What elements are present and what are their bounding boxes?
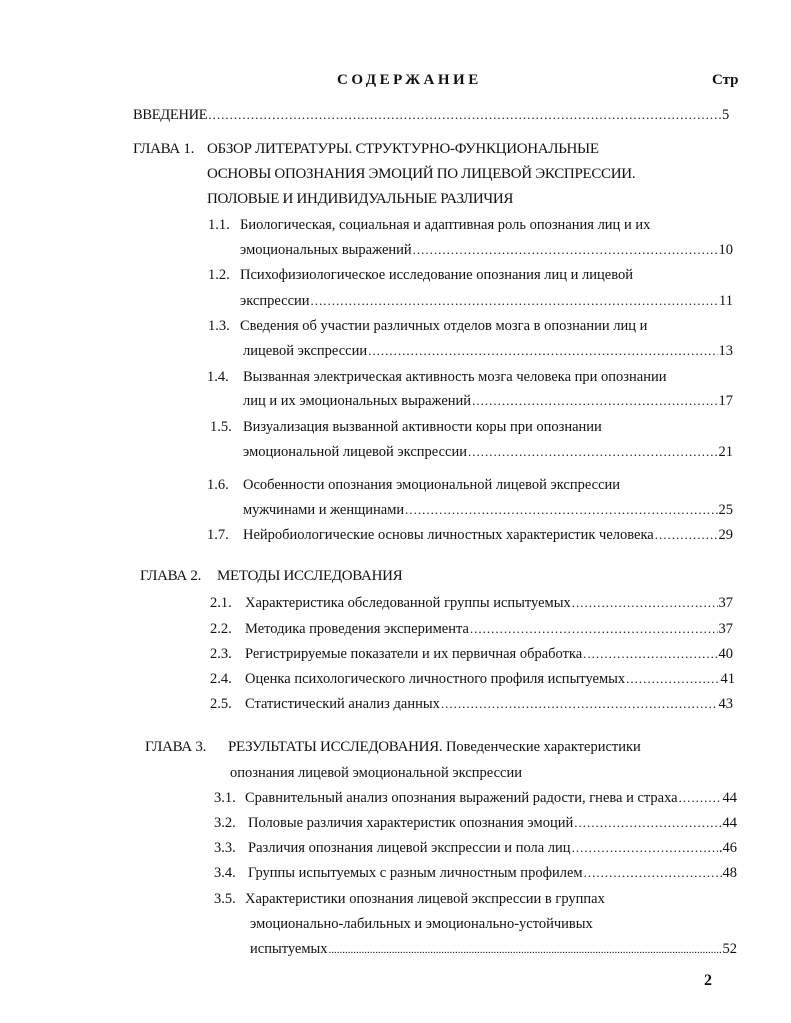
entry-label: Различия опознания лицевой экспрессии и пола лиц [248,840,571,856]
section-number: 1.3. [208,318,230,334]
entry-page: 40 [718,646,733,662]
section-number: 1.7. [207,527,229,543]
entry-label: эмоциональной лицевой экспрессии [243,444,467,460]
chapter-3-title-rest: Поведенческие характеристики [445,739,641,755]
entry-page: 29 [718,527,733,543]
toc-entry-2-4[interactable] [245,670,735,688]
section-title-line[interactable]: эмоционально-лабильных и эмоционально-устойчивых [250,916,593,932]
entry-page: 37 [718,621,733,637]
entry-label: Половые различия характеристик опознания эмоций [248,815,574,831]
entry-label: Оценка психологического личностного профиля испытуемых [245,671,626,687]
toc-entry-1-3[interactable] [243,342,733,360]
page-title: СОДЕРЖАНИЕ [337,72,482,88]
entry-label: лицевой экспрессии [243,343,368,359]
leader-dots [441,695,718,713]
entry-page: 48 [722,865,737,881]
entry-page: 41 [720,671,735,687]
leader-dots [655,526,718,544]
leader-dots [468,443,718,461]
toc-entry-3-5[interactable] [250,940,737,959]
section-title-line[interactable]: Особенности опознания эмоциональной лицевой экспрессии [243,477,621,493]
section-number: 1.6. [207,477,229,493]
toc-entry-3-3[interactable] [248,839,737,857]
entry-label: Группы испытуемых с разным личностным профилем [248,865,583,881]
leader-dots [472,392,717,410]
entry-page: 37 [718,595,733,611]
entry-page: 44 [722,815,737,831]
toc-entry-2-2[interactable] [245,620,733,638]
section-number: 3.4. [214,865,236,881]
leader-dots [626,670,719,688]
entry-page: 52 [722,941,737,957]
toc-entry-2-5[interactable] [245,695,733,713]
chapter-3-title-line[interactable] [228,738,641,756]
section-number: 3.3. [214,840,236,856]
leader-dots [311,292,718,310]
entry-label: ВВЕДЕНИЕ [133,107,208,123]
entry-label: Статистический анализ данных [245,696,440,712]
section-number: 2.3. [210,646,232,662]
entry-label: эмоциональных выражений [240,242,412,258]
chapter-3-label: ГЛАВА 3. [145,739,207,755]
entry-label: мужчинами и женщинами [243,502,405,518]
toc-entry-1-4[interactable] [243,392,733,410]
toc-entry-3-4[interactable] [248,864,737,882]
page-number: 2 [704,972,712,989]
entry-page: 25 [718,502,733,518]
chapter-3-title-line[interactable]: опознания лицевой эмоциональной экспрессии [230,765,522,781]
section-title-line[interactable]: Вызванная электрическая активность мозга человека при опознании [243,369,667,385]
leader-dots [574,814,721,832]
entry-label: лиц и их эмоциональных выражений [243,393,472,409]
toc-entry-1-2[interactable] [240,292,733,310]
entry-label: Характеристика обследованной группы испытуемых [245,595,571,611]
chapter-1-label: ГЛАВА 1. [133,141,195,157]
leader-dots [208,106,721,124]
section-number: 2.5. [210,696,232,712]
section-number: 3.5. [214,891,236,907]
leader-dots [679,789,722,807]
entry-page: 21 [718,444,733,460]
entry-page: 17 [718,393,733,409]
section-number: 1.1. [208,217,230,233]
toc-entry-3-2[interactable] [248,814,737,832]
section-number: 3.1. [214,790,236,806]
section-title-line[interactable]: Визуализация вызванной активности коры при опознании [243,419,602,435]
leader-dots [583,645,717,663]
leader-dots [413,241,718,259]
entry-page: 5 [722,107,729,123]
chapter-2-title-line[interactable]: МЕТОДЫ ИССЛЕДОВАНИЯ [217,568,403,584]
toc-entry-2-1[interactable] [245,594,733,612]
entry-page: 44 [722,790,737,806]
section-number: 1.2. [208,267,230,283]
chapter-1-title-line[interactable]: ОБЗОР ЛИТЕРАТУРЫ. СТРУКТУРНО-ФУНКЦИОНАЛЬНЫЕ [207,141,599,157]
leader-dots [470,620,718,638]
section-number: 2.2. [210,621,232,637]
leader-dots [572,839,718,857]
entry-label: Нейробиологические основы личностных характеристик человека [243,527,654,543]
toc-entry-2-3[interactable] [245,645,733,663]
chapter-2-label: ГЛАВА 2. [140,568,202,584]
toc-entry-intro[interactable] [133,106,729,124]
toc-entry-1-7[interactable] [243,526,733,544]
entry-label: экспрессии [240,293,310,309]
section-number: 3.2. [214,815,236,831]
entry-page: 43 [718,696,733,712]
entry-page: 10 [718,242,733,258]
entry-page: 11 [719,293,733,309]
entry-label: испытуемых [250,941,328,957]
section-title-line[interactable]: Биологическая, социальная и адаптивная роль опознания лиц и их [240,217,651,233]
leader-dots [405,501,717,519]
section-number: 2.4. [210,671,232,687]
toc-entry-1-1[interactable] [240,241,733,259]
chapter-1-title-line[interactable]: ПОЛОВЫЕ И ИНДИВИДУАЛЬНЫЕ РАЗЛИЧИЯ [207,191,514,207]
section-title-line[interactable]: Психофизиологическое исследование опознания лиц и лицевой [240,267,633,283]
leader-dots [572,594,718,612]
chapter-1-title-line[interactable]: ОСНОВЫ ОПОЗНАНИЯ ЭМОЦИЙ ПО ЛИЦЕВОЙ ЭКСПРЕССИИ. [207,166,636,182]
toc-entry-1-6[interactable] [243,501,733,519]
toc-entry-1-5[interactable] [243,443,733,461]
entry-label: Методика проведения эксперимента [245,621,469,637]
leader-dots [329,941,722,959]
section-title-line[interactable]: Сведения об участии различных отделов мозга в опознании лиц и [240,318,648,334]
chapter-3-title-caps: РЕЗУЛЬТАТЫ ИССЛЕДОВАНИЯ. [228,739,443,755]
section-number: 1.4. [207,369,229,385]
entry-page: .46 [718,840,737,856]
toc-entry-3-1[interactable] [245,789,737,807]
section-title-line[interactable]: Характеристики опознания лицевой экспрессии в группах [245,891,605,907]
entry-label: Сравнительный анализ опознания выражений радости, гнева и страха [245,790,678,806]
section-number: 1.5. [210,419,232,435]
entry-page: 13 [718,343,733,359]
section-number: 2.1. [210,595,232,611]
leader-dots [584,864,722,882]
leader-dots [368,342,717,360]
page-column-label: Стр [712,72,739,88]
entry-label: Регистрируемые показатели и их первичная обработка [245,646,583,662]
